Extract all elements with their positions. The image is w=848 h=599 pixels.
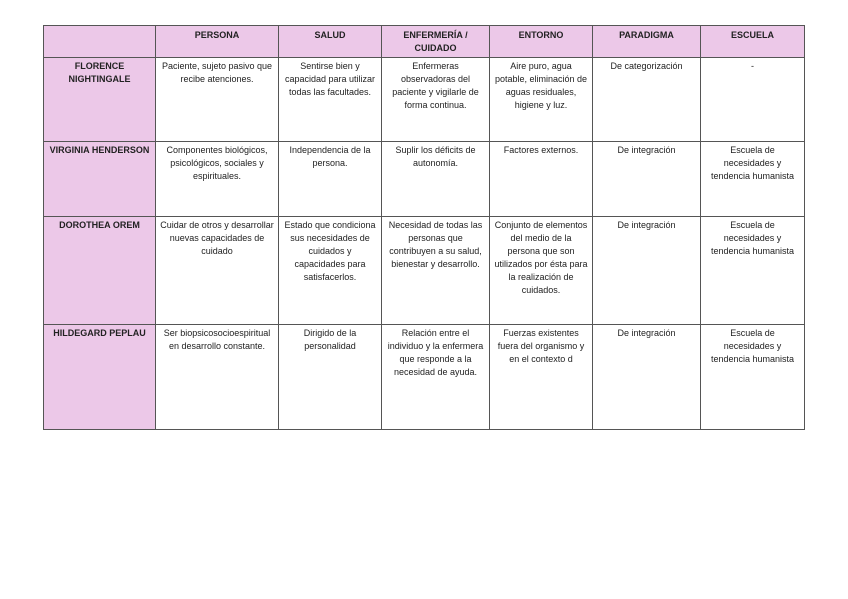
cell-escuela: - bbox=[701, 58, 805, 142]
cell-entorno: Fuerzas existentes fuera del organismo y en el contexto d bbox=[490, 325, 593, 430]
cell-enfermeria: Suplir los déficits de autonomía. bbox=[382, 142, 490, 217]
theorist-name: FLORENCE NIGHTINGALE bbox=[44, 58, 156, 142]
cell-persona: Componentes biológicos, psicológicos, sociales y espirituales. bbox=[156, 142, 279, 217]
cell-salud: Estado que condiciona sus necesidades de cuidados y capacidades para satisfacerlos. bbox=[279, 217, 382, 325]
cell-paradigma: De integración bbox=[593, 217, 701, 325]
theorist-name: DOROTHEA OREM bbox=[44, 217, 156, 325]
cell-escuela: Escuela de necesidades y tendencia humanista bbox=[701, 325, 805, 430]
header-corner bbox=[44, 26, 156, 58]
cell-paradigma: De integración bbox=[593, 325, 701, 430]
cell-enfermeria: Relación entre el individuo y la enfermera que responde a la necesidad de ayuda. bbox=[382, 325, 490, 430]
cell-salud: Dirigido de la personalidad bbox=[279, 325, 382, 430]
header-paradigma: PARADIGMA bbox=[593, 26, 701, 58]
cell-persona: Cuidar de otros y desarrollar nuevas capacidades de cuidado bbox=[156, 217, 279, 325]
cell-salud: Sentirse bien y capacidad para utilizar todas las facultades. bbox=[279, 58, 382, 142]
header-row bbox=[44, 26, 805, 58]
cell-persona: Paciente, sujeto pasivo que recibe atenciones. bbox=[156, 58, 279, 142]
table-row bbox=[44, 217, 805, 325]
header-salud: SALUD bbox=[279, 26, 382, 58]
theorist-name: VIRGINIA HENDERSON bbox=[44, 142, 156, 217]
cell-paradigma: De categorización bbox=[593, 58, 701, 142]
cell-persona: Ser biopsicosocioespiritual en desarrollo constante. bbox=[156, 325, 279, 430]
header-persona: PERSONA bbox=[156, 26, 279, 58]
cell-enfermeria: Enfermeras observadoras del paciente y vigilarle de forma continua. bbox=[382, 58, 490, 142]
cell-enfermeria: Necesidad de todas las personas que contribuyen a su salud, bienestar y desarrollo. bbox=[382, 217, 490, 325]
cell-paradigma: De integración bbox=[593, 142, 701, 217]
cell-entorno: Factores externos. bbox=[490, 142, 593, 217]
header-enfermeria: ENFERMERÍA / CUIDADO bbox=[382, 26, 490, 58]
cell-escuela: Escuela de necesidades y tendencia humanista bbox=[701, 142, 805, 217]
table-row bbox=[44, 58, 805, 142]
cell-entorno: Conjunto de elementos del medio de la persona que son utilizados por ésta para la realización de cuidados. bbox=[490, 217, 593, 325]
header-entorno: ENTORNO bbox=[490, 26, 593, 58]
theorists-table bbox=[43, 25, 805, 430]
cell-entorno: Aire puro, agua potable, eliminación de aguas residuales, higiene y luz. bbox=[490, 58, 593, 142]
cell-salud: Independencia de la persona. bbox=[279, 142, 382, 217]
table-row bbox=[44, 142, 805, 217]
theorist-name: HILDEGARD PEPLAU bbox=[44, 325, 156, 430]
table-row bbox=[44, 325, 805, 430]
cell-escuela: Escuela de necesidades y tendencia humanista bbox=[701, 217, 805, 325]
header-escuela: ESCUELA bbox=[701, 26, 805, 58]
